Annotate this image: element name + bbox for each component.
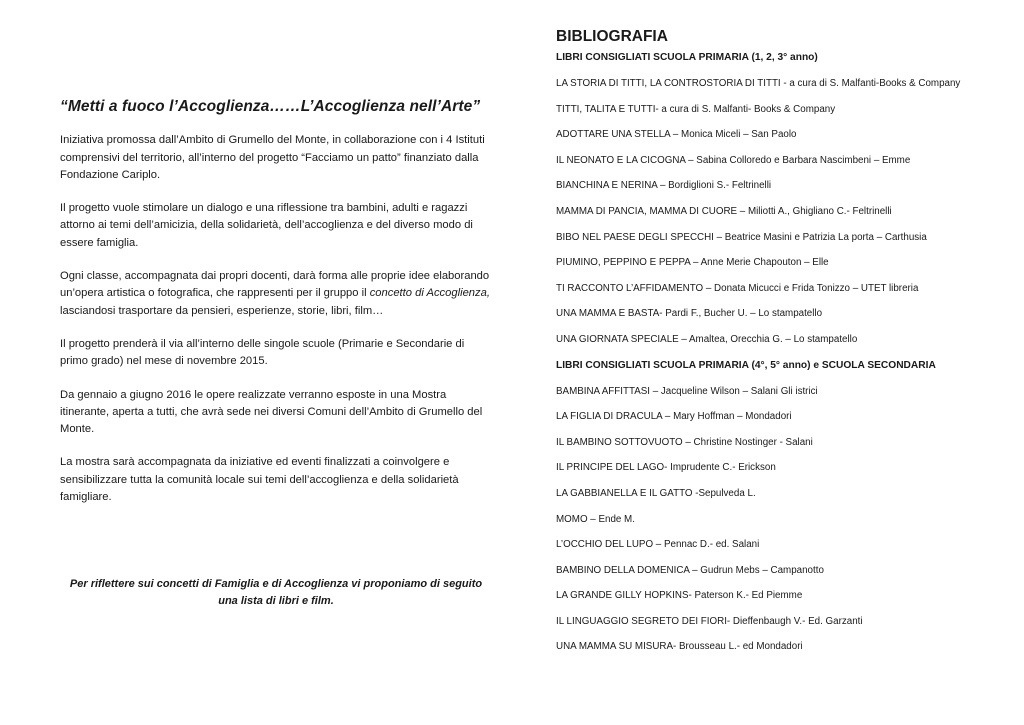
list-item: BIANCHINA E NERINA – Bordiglioni S.- Feltrinelli: [556, 180, 772, 192]
list-item: IL BAMBINO SOTTOVUOTO – Christine Nostinger - Salani: [556, 436, 813, 448]
paragraph-exhibition: Da gennaio a giugno 2016 le opere realizzate verranno esposte in una Mostra itinerante, aperta a tutti, che avrà sede nei diversi Comuni dell’Ambito di Grumello del Monte.: [60, 388, 483, 436]
list-item: LA STORIA DI TITTI, LA CONTROSTORIA DI TITTI - a cura di S. Malfanti-Books & Company: [556, 78, 961, 89]
paragraph-initiative: Iniziativa promossa dall’Ambito di Grumello del Monte, in collaborazione con i 4 Istituti comprensivi del territorio, all’interno del progetto “Facciamo un patto” finanziato dalla Fondazione Cariplo.: [60, 134, 485, 181]
list-item: MOMO – Ende M.: [556, 513, 635, 525]
list-item: BIBO NEL PAESE DEGLI SPECCHI – Beatrice Masini e Patrizia La porta – Carthusia: [556, 231, 927, 243]
list-item: L’OCCHIO DEL LUPO – Pennac D.- ed. Salani: [556, 539, 760, 551]
list-item: LA GABBIANELLA E IL GATTO -Sepulveda L.: [556, 487, 756, 499]
section-title-primary-1-3: LIBRI CONSIGLIATI SCUOLA PRIMARIA (1, 2, 3° anno): [556, 52, 818, 63]
list-item: UNA GIORNATA SPECIALE – Amaltea, Orecchia G. – Lo stampatello: [556, 333, 858, 345]
list-item: PIUMINO, PEPPINO E PEPPA – Anne Merie Chapouton – Elle: [556, 257, 829, 269]
list-item: TI RACCONTO L’AFFIDAMENTO – Donata Micucci e Frida Tonizzo – UTET libreria: [556, 282, 919, 294]
list-item: LA GRANDE GILLY HOPKINS- Paterson K.- Ed Piemme: [556, 590, 803, 602]
list-item: IL NEONATO E LA CICOGNA – Sabina Colloredo e Barbara Nascimbeni – Emme: [556, 154, 911, 166]
list-item: UNA MAMMA E BASTA- Pardi F., Bucher U. – Lo stampatello: [556, 308, 823, 320]
list-item: IL PRINCIPE DEL LAGO- Imprudente C.- Erickson: [556, 462, 776, 474]
list-item: ADOTTARE UNA STELLA – Monica Miceli – San Paolo: [556, 129, 797, 141]
bibliography-heading: BIBLIOGRAFIA: [556, 28, 668, 45]
list-item: LA FIGLIA DI DRACULA – Mary Hoffman – Mondadori: [556, 411, 792, 423]
paragraph-classes: [60, 268, 492, 320]
section-title-primary-4-5-secondary: LIBRI CONSIGLIATI SCUOLA PRIMARIA (4°, 5° anno) e SCUOLA SECONDARIA: [556, 359, 936, 371]
list-item: TITTI, TALITA E TUTTI- a cura di S. Malfanti- Books & Company: [556, 103, 836, 115]
paragraph-classes-emphasis: concetto di Accoglienza,: [369, 287, 490, 300]
book-list-primary-4-5-secondary: [556, 386, 996, 668]
paragraph-classes-text-b: lasciandosi trasportare da pensieri, esperienze, storie, libri, film…: [60, 304, 384, 317]
book-list-primary-1-3: [556, 78, 996, 360]
paragraph-classes-text-a: Ogni classe, accompagnata dai propri docenti, darà forma alle proprie idee elaborando un’opera artistica o fotografica, che rappresenti per il gruppo il: [60, 270, 490, 300]
paragraph-start: Il progetto prenderà il via all’interno delle singole scuole (Primarie e Secondarie di primo grado) nel mese di novembre 2015.: [60, 337, 465, 368]
page-title: “Metti a fuoco l’Accoglienza……L’Accoglienza nell’Arte”: [60, 98, 481, 115]
list-item: IL LINGUAGGIO SEGRETO DEI FIORI- Dieffenbaugh V.- Ed. Garzanti: [556, 615, 863, 627]
paragraph-project: Il progetto vuole stimolare un dialogo e una riflessione tra bambini, adulti e ragazzi attorno ai temi dell’amicizia, della solidarietà, dell’accoglienza e del diverso modo di essere famiglia.: [60, 202, 473, 249]
list-item: BAMBINO DELLA DOMENICA – Gudrun Mebs – Campanotto: [556, 564, 824, 576]
paragraph-events: La mostra sarà accompagnata da iniziative ed eventi finalizzati a coinvolgere e sensibilizzare tutta la comunità locale sui temi dell’accoglienza e della solidarietà famigliare.: [60, 456, 459, 504]
list-item: MAMMA DI PANCIA, MAMMA DI CUORE – Miliotti A., Ghigliano C.- Feltrinelli: [556, 205, 892, 217]
list-item: UNA MAMMA SU MISURA- Brousseau L.- ed Mondadori: [556, 641, 803, 653]
list-item: BAMBINA AFFITTASI – Jacqueline Wilson – Salani Gli istrici: [556, 385, 818, 397]
bibliography: [556, 28, 996, 667]
left-column: [60, 98, 492, 522]
invite-note: Per riflettere sui concetti di Famiglia e di Accoglienza vi proponiamo di seguito una lista di libri e film.: [69, 578, 483, 607]
